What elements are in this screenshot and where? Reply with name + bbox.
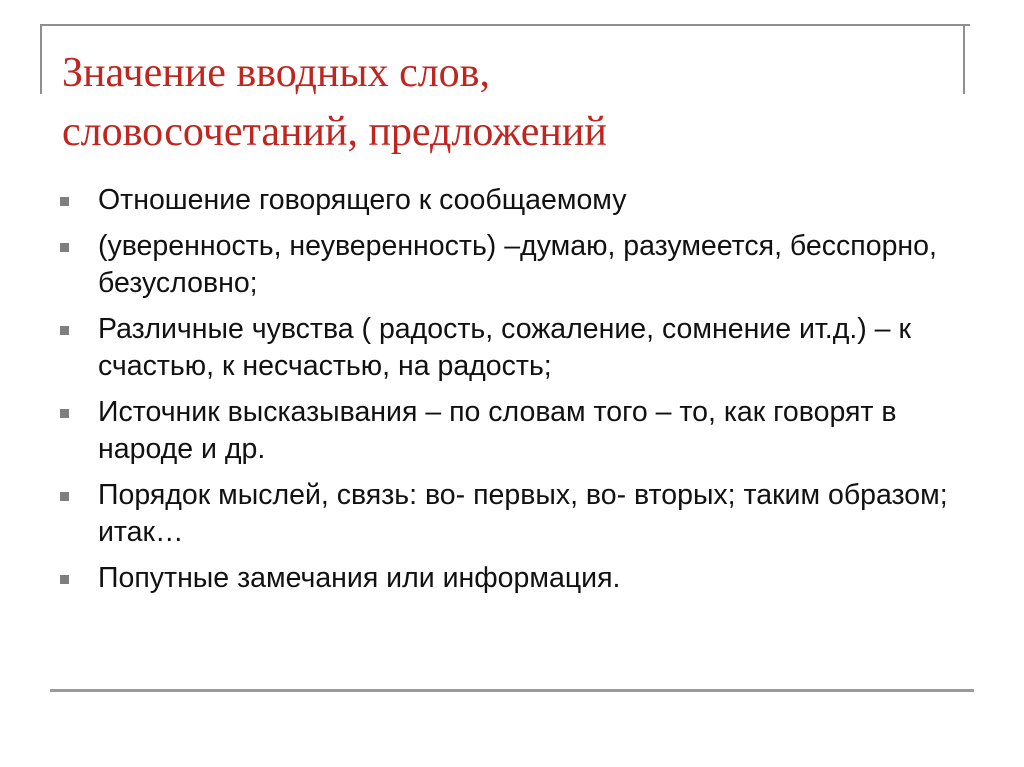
bullet-item (58, 228, 958, 302)
square-bullet-icon (60, 243, 69, 252)
square-bullet-icon (60, 197, 69, 206)
slide-title (62, 44, 942, 162)
square-bullet-icon (60, 326, 69, 335)
bullet-text: Порядок мыслей, связь: во- первых, во- вторых; таким образом; итак… (98, 479, 948, 548)
square-bullet-icon (60, 575, 69, 584)
bullet-list (58, 182, 958, 606)
left-divider (40, 24, 42, 94)
bullet-item (58, 182, 958, 219)
bullet-item (58, 560, 958, 597)
bullet-text: Отношение говорящего к сообщаемому (98, 184, 627, 216)
square-bullet-icon (60, 492, 69, 501)
square-bullet-icon (60, 409, 69, 418)
bullet-item (58, 394, 958, 468)
bullet-item (58, 477, 958, 551)
slide-title-line-2: словосочетаний, предложений (62, 109, 607, 155)
bullet-item (58, 311, 958, 385)
bottom-divider (50, 689, 974, 692)
right-divider (963, 24, 965, 94)
bullet-text: Источник высказывания – по словам того – то, как говорят в народе и др. (98, 396, 897, 465)
bullet-text: Попутные замечания или информация. (98, 562, 621, 594)
top-divider (42, 24, 970, 26)
slide-title-line-1: Значение вводных слов, (62, 50, 490, 96)
bullet-text: Различные чувства ( радость, сожаление, сомнение ит.д.) – к счастью, к несчастью, на радость; (98, 313, 911, 382)
bullet-text: (уверенность, неуверенность) –думаю, разумеется, бесспорно, безусловно; (98, 230, 937, 299)
